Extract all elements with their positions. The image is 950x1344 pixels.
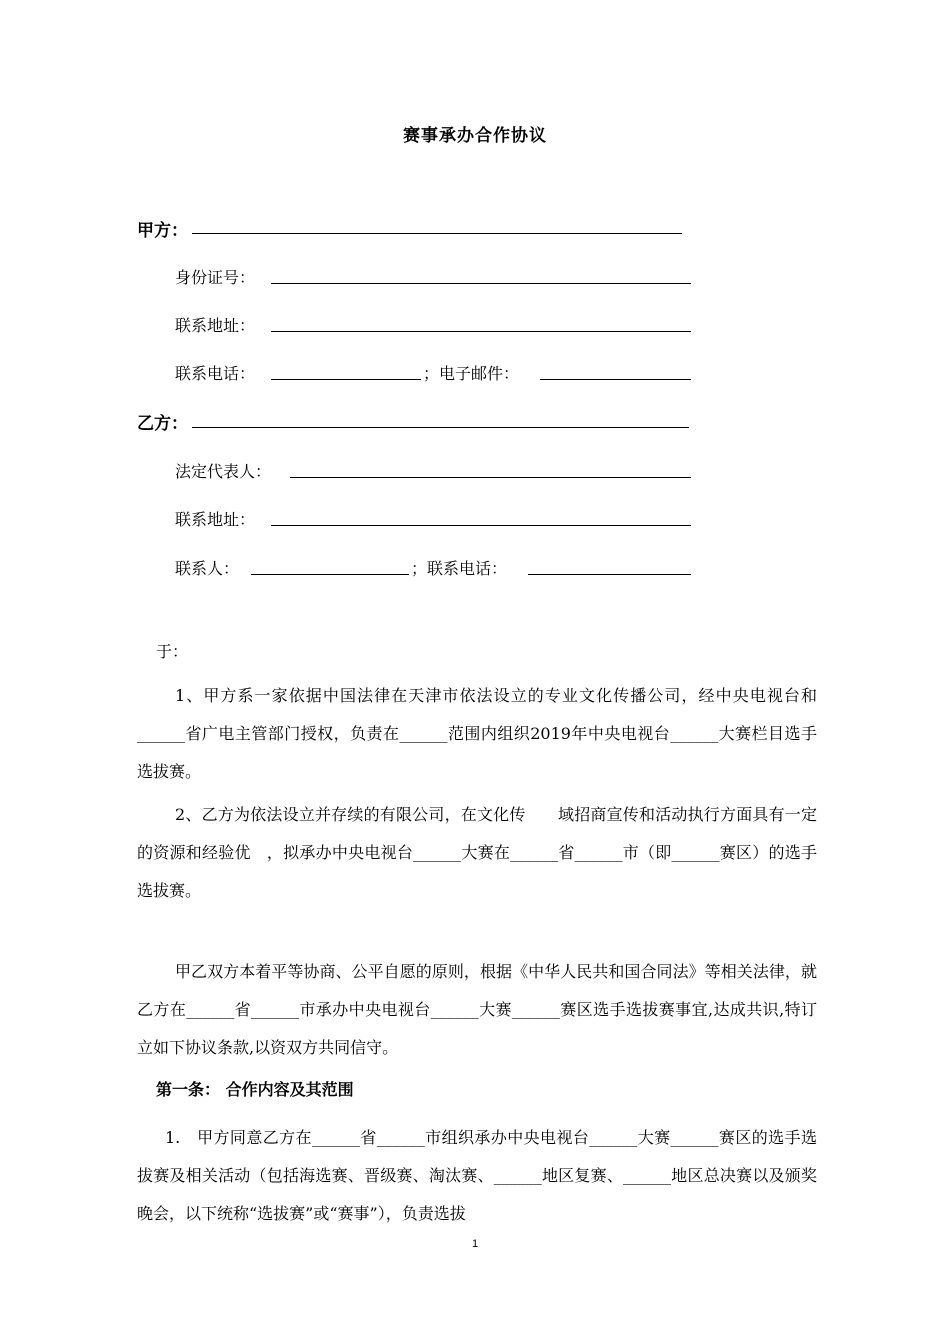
party-a-id-label: 身份证号： bbox=[175, 268, 256, 287]
recital-clause-2: 2、乙方为依法设立并存续的有限公司，在文化传 域招商宣传和活动执行方面具有一定的资源和经验优 ，拟承办中央电视台______大赛在______省______市（即______赛区）的选手选拔赛。 bbox=[137, 805, 817, 900]
party-a-phone-blank bbox=[271, 379, 421, 380]
recital-clause-1: 1、甲方系一家依据中国法律在天津市依法设立的专业文化传播公司，经中央电视台和______省广电主管部门授权，负责在______范围内组织2019年中央电视台______大赛栏目选手选拔赛。 bbox=[137, 686, 817, 781]
party-b-rep-label: 法定代表人： bbox=[175, 462, 272, 481]
party-b-contact-phone-blank bbox=[528, 574, 691, 575]
party-a-id-blank bbox=[271, 283, 691, 284]
party-a-email-blank bbox=[540, 379, 691, 380]
article-1-heading: 第一条： 合作内容及其范围 bbox=[156, 1080, 354, 1099]
party-b-address-blank bbox=[271, 525, 691, 526]
party-a-name-blank bbox=[192, 233, 682, 234]
party-a-phone-label: 联系电话： bbox=[175, 364, 256, 383]
article-1-item-1: 1. 甲方同意乙方在______省______市组织承办中央电视台______大赛______赛区的选手选拔赛及相关活动（包括海选赛、晋级赛、淘汰赛、______地区复赛、______地区总决赛以及颁奖晚会，以下统称“选拔赛”或“赛事”），负责选拔 bbox=[137, 1128, 817, 1223]
party-a-email-label: ；电子邮件： bbox=[423, 364, 520, 383]
party-b-name-blank bbox=[192, 427, 689, 428]
party-b-contact-label: 联系人： bbox=[175, 559, 240, 578]
party-a-label: 甲方： bbox=[137, 221, 188, 241]
document-title: 赛事承办合作协议 bbox=[403, 126, 547, 146]
page-number: 1 bbox=[471, 1238, 479, 1250]
party-b-rep-blank bbox=[290, 477, 691, 478]
party-a-address-blank bbox=[271, 331, 691, 332]
party-b-contact-phone-label: ；联系电话： bbox=[411, 559, 508, 578]
party-b-label: 乙方： bbox=[137, 414, 188, 434]
party-b-address-label: 联系地址： bbox=[175, 510, 256, 529]
agreement-paragraph: 甲乙双方本着平等协商、公平自愿的原则，根据《中华人民共和国合同法》等相关法律，就乙方在______省______市承办中央电视台______大赛______赛区选手选拔赛事宜,达成共识,特订立如下协议条款,以资双方共同信守。 bbox=[137, 962, 817, 1057]
preamble: 于： bbox=[156, 642, 189, 661]
party-a-address-label: 联系地址： bbox=[175, 316, 256, 335]
party-b-contact-blank bbox=[251, 574, 409, 575]
